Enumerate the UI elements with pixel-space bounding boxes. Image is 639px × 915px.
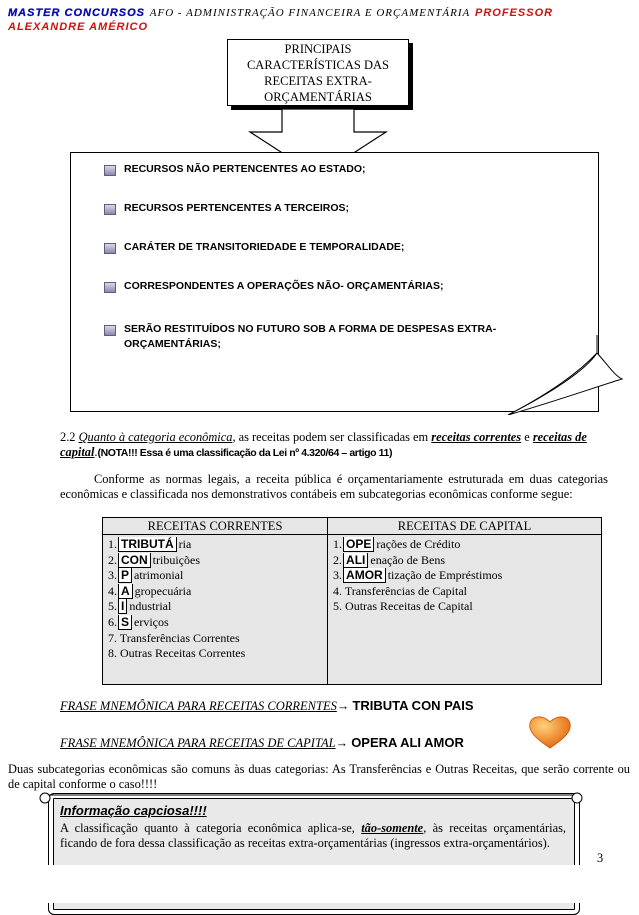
mnemonic-letters: OPE: [343, 537, 374, 552]
correntes-item: [108, 615, 323, 631]
item-number: 1.: [333, 537, 343, 551]
item-number: 2.: [108, 552, 117, 567]
item-rest: Outras Receitas Correntes: [120, 646, 246, 661]
bullet-icon: [104, 325, 116, 336]
correntes-list: [108, 537, 323, 662]
principal-box-title: PRINCIPAIS CARACTERÍSTICAS DAS RECEITAS EXTRA-ORÇAMENTÁRIAS: [246, 41, 390, 104]
capital-item: [333, 553, 597, 569]
receitas-table: [102, 517, 602, 685]
mnemonic-capital: FRASE MNEMÔNICA PARA RECEITAS DE CAPITAL→ OPERA ALI AMOR: [60, 735, 464, 750]
item-number: 8.: [108, 646, 117, 661]
capital-item: [333, 568, 597, 584]
item-number: 5.: [108, 599, 117, 614]
subject-title: AFO - ADMINISTRAÇÃO FINANCEIRA E ORÇAMENTÁRIA: [149, 7, 471, 19]
correntes-item: [108, 568, 323, 584]
link-receitas-correntes: receitas correntes: [431, 430, 522, 444]
header-receitas-capital: RECEITAS DE CAPITAL: [328, 518, 602, 535]
correntes-item: [108, 646, 323, 662]
item-number: 3.: [108, 568, 117, 583]
item-rest: tribuições: [152, 552, 200, 567]
capital-cell: [328, 535, 602, 685]
item-number: 6.: [108, 614, 117, 629]
professor-name: PROFESSOR ALEXANDRE AMÉRICO: [8, 7, 554, 33]
item-rest: rações de Crédito: [376, 537, 461, 551]
capital-item: [333, 584, 597, 600]
correntes-cell: [103, 535, 328, 685]
page-number: 3: [597, 851, 604, 865]
mnemonic-letters: A: [118, 584, 133, 599]
item-rest: Outras Receitas de Capital: [345, 599, 473, 614]
link-receitas-capital: receitas de capital: [60, 430, 587, 459]
brand-name: MASTER CONCURSOS: [8, 7, 146, 19]
mnemonic-letters: ALI: [343, 553, 368, 568]
mnemonic-letters: S: [118, 615, 132, 630]
correntes-item: [108, 631, 323, 647]
item-rest: Transferências de Capital: [344, 583, 468, 598]
capital-list: [333, 537, 597, 615]
bullet-icon: [104, 243, 116, 254]
item-rest: ndustrial: [129, 599, 172, 614]
header-receitas-correntes: RECEITAS CORRENTES: [103, 518, 328, 535]
item-number: 7.: [108, 630, 117, 645]
item-number: 5.: [333, 599, 343, 614]
common-subcategories-paragraph: Duas subcategorias econômicas são comuns às duas categorias: As Transferências e Outras Receitas, que serão corrente ou de capital conforme o caso!!!!: [8, 762, 630, 791]
mnemonic-correntes-value: TRIBUTA CON PAIS: [352, 698, 474, 713]
correntes-item: [108, 537, 323, 553]
mnemonic-letters: I: [118, 599, 127, 614]
mnemonic-letters: P: [118, 568, 132, 583]
mnemonic-capital-value: OPERA ALI AMOR: [351, 735, 464, 750]
info-title: Informação capciosa!!!!: [60, 803, 207, 818]
item-number: 4.: [108, 583, 117, 598]
page-bottom-mask: [0, 865, 639, 903]
item-number: 3.: [333, 568, 343, 583]
section-heading: Quanto à categoria econômica: [78, 430, 233, 444]
mnemonic-correntes: FRASE MNEMÔNICA PARA RECEITAS CORRENTES→ TRIBUTA CON PAIS: [60, 698, 474, 713]
item-rest: enação de Bens: [370, 552, 446, 567]
legal-note: (NOTA!!! Essa é uma classificação da Lei nº 4.320/64 – artigo 11): [97, 447, 393, 459]
item-rest: gropecuária: [134, 583, 192, 598]
mnemonic-letters: TRIBUTÁ: [118, 537, 177, 552]
item-number: 2.: [333, 552, 343, 567]
mnemonic-letters: CON: [118, 553, 151, 568]
correntes-item: [108, 553, 323, 569]
mnemonic-letters: AMOR: [343, 568, 386, 583]
section-intro: 2.2 Quanto à categoria econômica, as receitas podem ser classificadas em receitas correntes e receitas de capital.(NOTA!!! Essa é uma classificação da Lei nº 4.320/64 – artigo 11): [60, 430, 587, 459]
heart-icon: [527, 714, 573, 750]
page-header: [8, 6, 632, 34]
info-text: A classificação quanto à categoria econômica aplica-se, tão-somente, às receitas orçamentárias, ficando de fora dessa classificação as receitas extra-orçamentárias (ingressos extra-orçamentários).: [60, 821, 566, 850]
principal-box: [227, 39, 409, 106]
info-content: [60, 803, 566, 851]
item-rest: Transferências Correntes: [119, 630, 240, 645]
item-number: 4.: [333, 583, 343, 598]
item-rest: ria: [178, 537, 192, 551]
bullet-icon: [104, 282, 116, 293]
structure-paragraph: Conforme as normas legais, a receita pública é orçamentariamente estruturada em duas categorias econômicas e classificada nos demonstrativos contábeis em subcategorias econômicas conforme segue:: [60, 472, 608, 501]
capital-item: [333, 537, 597, 553]
item-rest: tização de Empréstimos: [387, 568, 503, 583]
item-rest: erviços: [134, 614, 169, 629]
capital-item: [333, 599, 597, 615]
correntes-item: [108, 599, 323, 615]
item-rest: atrimonial: [134, 568, 184, 583]
bullet-icon: [104, 165, 116, 176]
bullet-icon: [104, 204, 116, 215]
correntes-item: [108, 584, 323, 600]
item-number: 1.: [108, 537, 117, 551]
